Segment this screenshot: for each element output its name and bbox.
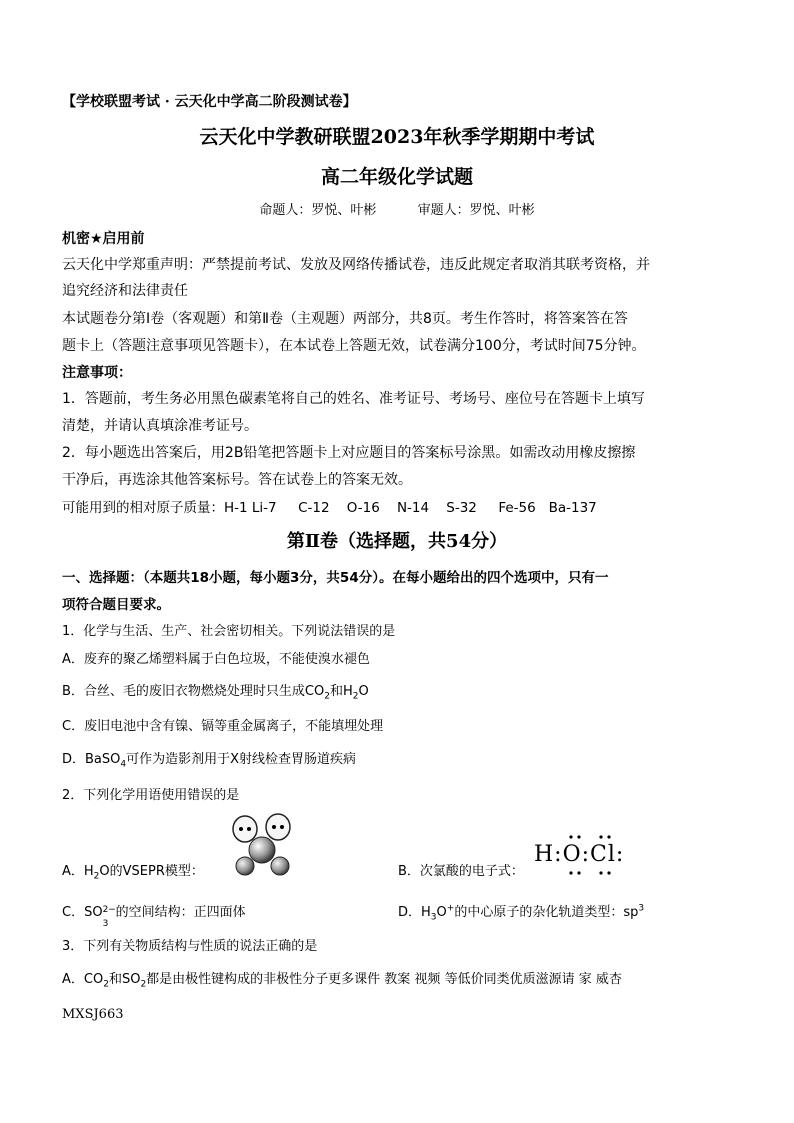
attention-item-2-line-2: 干净后，再选涂其他答案标号。答在试卷上的答案无效。 xyxy=(62,472,412,488)
authors-line: 命题人：罗悦、叶彬 审题人：罗悦、叶彬 xyxy=(259,203,535,218)
attention-item-2-line-1: 2．每小题选出答案后，用2B铅笔把答题卡上对应题目的答案标号涂黑。如需改动用橡皮擦擦 xyxy=(62,445,636,461)
section-instruction-line-1: 一、选择题：（本题共18小题，每小题3分，共54分）。在每小题给出的四个选项中，只有一 xyxy=(62,570,609,586)
main-title: 云天化中学教研联盟2023年秋季学期期中考试 xyxy=(199,126,595,148)
bracket-title: 【学校联盟考试 · 云天化中学高二阶段测试卷】 xyxy=(62,94,357,110)
vsepr-model-image xyxy=(228,812,298,878)
statement-line-1: 云天化中学郑重声明：严禁提前考试、发放及网络传播试卷，违反此规定者取消其联考资格，并 xyxy=(62,257,650,273)
section-instruction-line-2: 项符合题目要求。 xyxy=(62,597,170,613)
confidential-label: 机密★启用前 xyxy=(62,231,145,247)
sub-title: 高二年级化学试题 xyxy=(320,166,473,188)
attention-item-1-line-1: 1．答题前，考生务必用黑色碳素笔将自己的姓名、准考证号、考场号、座位号在答题卡上填写 xyxy=(62,391,645,407)
section-title: 第Ⅱ卷（选择题，共54分） xyxy=(286,531,508,552)
q2-option-d: D．$H_3O^+$的中心原子的杂化轨道类型：$sp^3$ xyxy=(398,903,645,923)
q2-option-c: C．SO 2− 3 的空间结构：正四面体 xyxy=(62,905,246,929)
hocl-electron-formula xyxy=(534,832,634,878)
attention-item-1-line-2: 清楚，并请认真填涂准考证号。 xyxy=(62,418,258,434)
q2-option-b: B．次氯酸的电子式： xyxy=(398,864,524,879)
intro-line-2: 题卡上（答题注意事项见答题卡），在本试卷上答题无效，试卷满分100分，考试时间75分钟。 xyxy=(62,338,646,354)
atomic-mass-line: 可能用到的相对原子质量：H-1 Li-7 C-12 O-16 N-14 S-32 Fe-56 Ba-137 xyxy=(62,500,597,516)
statement-line-2: 追究经济和法律责任 xyxy=(62,283,188,299)
attention-title: 注意事项： xyxy=(62,365,132,381)
q1-stem: 1．化学与生活、生产、社会密切相关。下列说法错误的是 xyxy=(62,624,396,639)
q1-option-b: B．合丝、毛的废旧衣物燃烧处理时只生成$CO_2$和$H_2O$ xyxy=(62,684,369,702)
footer-code: MXSJ663 xyxy=(62,1007,124,1022)
lewis-structure-text: H:O:Cl: xyxy=(534,842,625,867)
q3-option-a: A．$CO_2$和$SO_2$都是由极性键构成的非极性分子更多课件 教案 视频 等低价同类优质滋源请 家 威杏 xyxy=(62,972,622,990)
q2-option-a: A．$H_2O$的VSEPR模型： xyxy=(62,864,204,882)
q3-stem: 3．下列有关物质结构与性质的说法正确的是 xyxy=(62,939,318,954)
q2-stem: 2．下列化学用语使用错误的是 xyxy=(62,788,240,803)
lone-pair-dots xyxy=(534,832,634,878)
q1-option-a: A．废弃的聚乙烯塑料属于白色垃圾，不能使溴水褪色 xyxy=(62,652,370,667)
q1-option-d: D．BaSO$_4$可作为造影剂用于X射线检查胃肠道疾病 xyxy=(62,752,357,770)
intro-line-1: 本试题卷分第Ⅰ卷（客观题）和第Ⅱ卷（主观题）两部分，共8页。考生作答时，将答案答在答 xyxy=(62,311,628,327)
q1-option-c: C．废旧电池中含有镍、镉等重金属离子，不能填埋处理 xyxy=(62,719,384,734)
